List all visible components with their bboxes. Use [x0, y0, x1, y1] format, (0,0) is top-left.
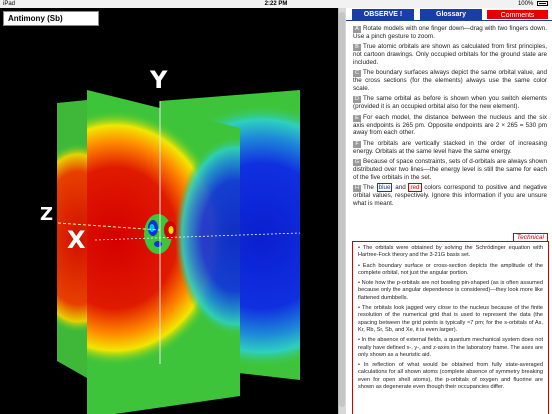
tab-bar — [346, 9, 552, 20]
technical-notes — [352, 241, 549, 414]
item-text: Because of space constraints, sets of d-orbitals are always shown distributed over two lines—the energy level is still the same for each of the five orbitals in the set. — [353, 157, 547, 181]
technical-note: • The orbitals were obtained by solving the Schrödinger equation with Hartree-Fock theory and the 3-21G basis set. — [358, 245, 543, 259]
technical-note: • Each boundary surface or cross-section depicts the amplitude of the complete orbital, not just the angular portion. — [358, 262, 543, 276]
technical-note: • Note how the p-orbitals are not bowling pin-shaped (as is often assumed because only the angular dependence is considered)—they look more like flattened dumbbells. — [358, 280, 543, 301]
item-letter-badge: E — [353, 115, 361, 122]
item-text: The boundary surfaces always depict the same orbital value, and the cross sections (for the elements) always use the same color scale. — [353, 69, 547, 92]
item-letter-badge: F — [353, 141, 361, 148]
item-letter-badge: B — [353, 44, 361, 51]
red-keyword[interactable]: red — [410, 183, 420, 191]
technical-label[interactable]: Technical — [513, 233, 548, 242]
tab-glossary[interactable]: Glossary — [420, 9, 482, 20]
panel-scrollbar[interactable] — [339, 12, 345, 407]
axis-label-x: X — [67, 226, 86, 254]
observation-item — [353, 158, 547, 181]
observation-item — [353, 43, 547, 66]
item-text: Rotate models with one finger down—drag with two fingers down. Use a pinch gesture to zoom. — [353, 25, 547, 40]
item-text: The same orbital as before is shown when you switch elements (provided it is an occupied orbital also for the new element). — [353, 95, 547, 111]
tab-comments[interactable]: Comments — [486, 9, 549, 20]
observation-item-h — [353, 184, 547, 207]
item-text: For each model, the distance between the nucleus and the six axis endpoints is 265 pm. Opposite endpoints are 2 × 265 = 530 pm away from each other. — [353, 113, 547, 137]
technical-note: • In reflection of what would be obtained from fully state-averaged calculations for all shown atoms (complete absence of symmetry breaking even for open shell atoms), the p-orbitals of oxygen and fluorine are shown as degenerate even though their occupancies differ. — [358, 362, 543, 391]
item-text: The orbitals are vertically stacked in the order of increasing energy. Orbitals at the same level have the same energy. — [353, 139, 547, 155]
observation-item — [353, 25, 547, 41]
item-letter-badge: D — [353, 96, 361, 103]
observation-item — [353, 69, 547, 92]
tab-underline — [346, 20, 552, 21]
element-title: Antimony (Sb) — [3, 11, 99, 26]
technical-note: • The orbitals look jagged very close to the nucleus because of the finite resolution of the numerical grid that is used to represent the data (the spacing between the grid points is typically ≈7 pm; for the s-orbitals of As, Kr, Rb, Sr, Sb, and Xe, it is even larger). — [358, 305, 543, 333]
item-text-middle: and — [395, 183, 406, 191]
item-letter-badge: G — [354, 158, 360, 165]
axis-label-y: Y — [150, 66, 168, 94]
observation-item — [353, 114, 547, 137]
observation-list — [353, 25, 547, 210]
axis-label-z: Z — [40, 204, 54, 225]
tab-observe[interactable]: OBSERVE ! — [352, 9, 414, 20]
status-bar — [0, 0, 552, 8]
item-letter-badge: A — [353, 26, 361, 33]
blue-keyword[interactable]: blue — [378, 183, 391, 191]
item-letter-badge: C — [353, 70, 361, 77]
battery-icon — [537, 1, 548, 6]
observation-item — [353, 140, 547, 156]
item-text-after: colors correspond to positive and negative orbital values, respectively. Ignore this information if you are unsure what is meant. — [353, 183, 548, 207]
item-text-before: The — [363, 183, 374, 191]
device-label: iPad — [3, 1, 16, 7]
battery-indicator — [518, 0, 548, 8]
item-text: True atomic orbitals are shown as calculated from first principles, not cartoon drawings. Only occupied orbitals for the ground state are included. — [353, 43, 547, 66]
status-time: 2:22 PM — [264, 1, 288, 7]
technical-note: • In the absence of external fields, a quantum mechanical system does not really have defined x-, y-, and z-axes in the laboratory frame. The axes are only shown as a heuristic aid. — [358, 337, 543, 358]
orbital-viewer[interactable] — [0, 8, 338, 414]
observation-item — [353, 95, 547, 111]
item-letter-badge: H — [353, 185, 361, 192]
battery-percent: 100% — [517, 1, 534, 7]
info-panel — [346, 8, 552, 414]
